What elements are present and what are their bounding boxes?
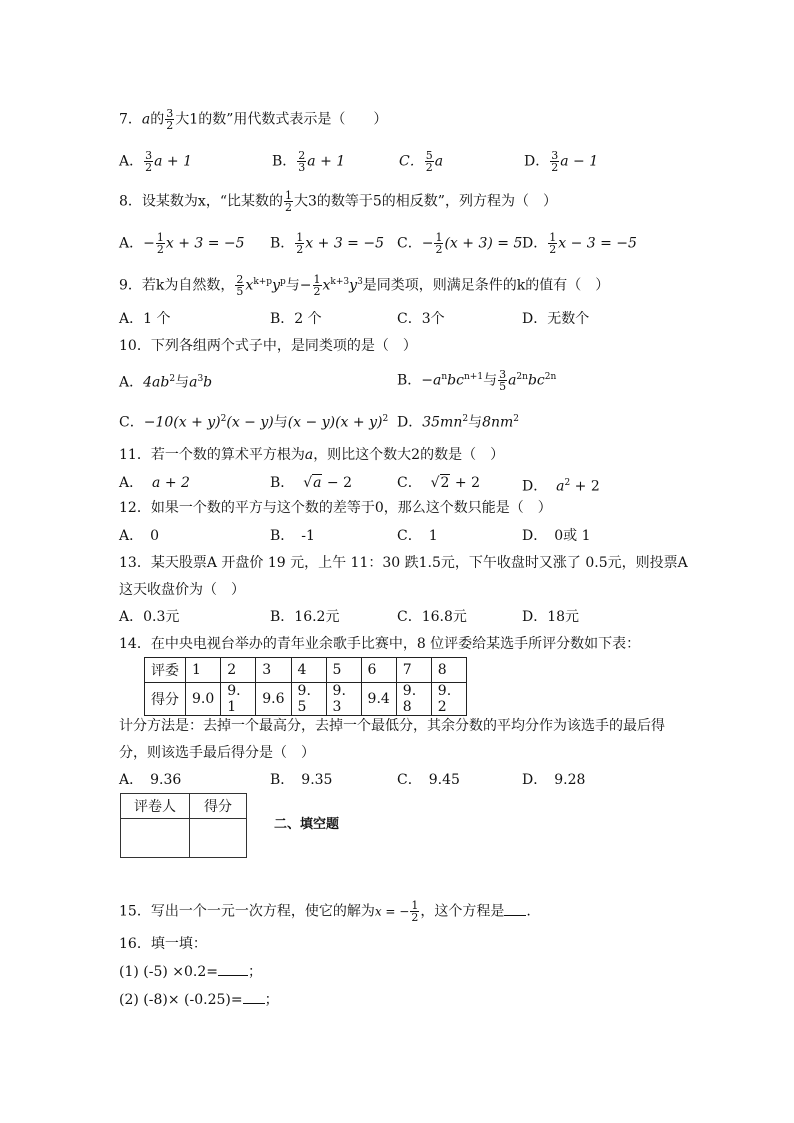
question-text: 在中央电视台举办的青年业余歌手比赛中，8 位评委给某选手所评分数如下表：: [150, 636, 641, 652]
option-a[interactable]: A．1 个: [119, 311, 171, 327]
question-text: 设某数为x，“比某数的: [141, 193, 283, 210]
option-d[interactable]: D．无数个: [522, 311, 590, 327]
option-b[interactable]: B． $\frac{2}{3}$ a + 1: [272, 149, 346, 174]
table-cell: 2: [221, 658, 256, 683]
question-14: [119, 635, 640, 653]
table-row: [145, 683, 467, 716]
option-c[interactable]: C．16.8元: [397, 609, 467, 625]
question-number: 11．: [119, 447, 151, 463]
answer-blank[interactable]: [218, 963, 248, 976]
question-number: 10．: [119, 338, 151, 354]
question-number: 15．: [119, 903, 151, 920]
question-number: 14．: [119, 636, 151, 652]
question-number: 9．: [119, 277, 142, 294]
answer-blank[interactable]: [243, 991, 265, 1004]
option-c[interactable]: C．3个: [397, 311, 445, 327]
question-text: ，则比这个数大2的数是（ ）: [313, 447, 505, 463]
option-d[interactable]: D． $\frac{3}{2}$ a − 1: [524, 149, 599, 174]
option-b[interactable]: B．16.2元: [270, 609, 340, 625]
table-cell: 9. 1: [221, 683, 256, 716]
option-a[interactable]: A． 9.36: [119, 772, 182, 788]
option-a[interactable]: A．0.3元: [119, 609, 180, 625]
table-cell: 8: [431, 658, 466, 683]
table-cell: 7: [396, 658, 431, 683]
table-header: 得分: [145, 683, 186, 716]
question-text: 填一填：: [150, 936, 207, 952]
table-cell: 9.0: [186, 683, 221, 716]
question-text: 若k为自然数，: [141, 277, 235, 294]
question-text: 若一个数的算术平方根为: [150, 447, 305, 463]
variable: a: [141, 111, 151, 128]
fraction: $\frac{3}{2}$: [166, 107, 174, 132]
question-number: 13．: [119, 555, 151, 571]
table-header: 评委: [145, 658, 186, 683]
grader-box: [120, 793, 247, 858]
table-cell: 9.4: [361, 683, 396, 716]
question-text: 写出一个一元一次方程，使它的解为: [150, 903, 375, 920]
question-13-line-2: 这天收盘价为（ ）: [119, 582, 245, 598]
option-c[interactable]: C．$-10(x + y)^2(x - y)$与$(x - y)(x + y)^2$: [119, 414, 389, 431]
question-text: 下列各组两个式子中，是同类项的是（ ）: [150, 338, 417, 354]
score-table: [144, 657, 467, 716]
option-b[interactable]: B． $\frac{1}{2}$ x + 3 = −5: [270, 231, 384, 256]
question-14-method-2: 分，则该选手最后得分是（ ）: [119, 745, 315, 761]
option-c[interactable]: C． 1: [397, 528, 438, 544]
grader-label: 评卷人: [121, 794, 190, 819]
option-a[interactable]: A．$4ab^2$与$a^3b$: [119, 374, 213, 391]
table-cell: 3: [256, 658, 291, 683]
table-cell: 4: [291, 658, 326, 683]
option-c[interactable]: C． $\frac{5}{2}$ a: [399, 149, 444, 174]
question-number: 7．: [119, 111, 142, 128]
question-13: [119, 554, 688, 572]
question-9: 9．若k为自然数， $\frac{2}{5}$ $x^{k+p}y^p$与− $\frac{1}{2}$ $x^{k+3}y^3$是同类项，则满足条件的k的值有（ ）: [119, 273, 610, 299]
answer-blank[interactable]: [504, 903, 526, 916]
table-cell: 5: [326, 658, 361, 683]
score-cell[interactable]: [190, 819, 247, 858]
grader-signature-cell[interactable]: [121, 819, 190, 858]
table-cell: 1: [186, 658, 221, 683]
option-c[interactable]: C．− $\frac{1}{2}$ (x + 3) = 5: [397, 231, 523, 256]
question-7: [119, 108, 387, 131]
option-d[interactable]: D． 9.28: [522, 772, 586, 788]
question-text: 如果一个数的平方与这个数的差等于0，那么这个数只能是（ ）: [150, 500, 552, 516]
option-b[interactable]: B．$-a^nbc^{n+1}$与 $\frac{3}{5}$ $a^{2n}bc^{2n}$: [397, 368, 557, 394]
question-text: ，这个方程是: [420, 903, 505, 920]
option-b[interactable]: B． -1: [270, 528, 315, 544]
option-d[interactable]: D． $a^2 + 2$: [522, 478, 600, 495]
question-number: 8．: [119, 193, 142, 210]
section-title: 二、填空题: [274, 817, 340, 832]
option-c[interactable]: C． 9.45: [397, 772, 460, 788]
table-cell: 6: [361, 658, 396, 683]
option-a[interactable]: A． $\frac{3}{2}$ a + 1: [119, 149, 193, 174]
table-cell: 9. 8: [396, 683, 431, 716]
question-11: 11．若一个数的算术平方根为a，则比这个数大2的数是（ ）: [119, 447, 505, 463]
question-text: 是同类项，则满足条件的k的值有（ ）: [362, 277, 610, 294]
option-b[interactable]: B． √a − 2: [270, 475, 353, 491]
option-a[interactable]: A．− $\frac{1}{2}$ x + 3 = −5: [119, 231, 245, 256]
question-text: 大1的数”用代数式表示是（ ）: [175, 111, 388, 128]
table-cell: 9. 3: [326, 683, 361, 716]
fraction: $\frac{1}{2}$: [284, 189, 292, 214]
question-16-part-1: (1) (-5) ×0.2= ；: [119, 964, 263, 980]
question-text: 某天股票A 开盘价 19 元，上午 11：30 跌1.5元，下午收盘时又涨了 0.5元，则投票A: [150, 555, 688, 571]
option-b[interactable]: B．2 个: [270, 311, 322, 327]
question-8: [119, 190, 557, 213]
question-number: 12．: [119, 500, 151, 516]
option-d[interactable]: D．18元: [522, 609, 580, 625]
table-cell: 9. 2: [431, 683, 466, 716]
table-row: [145, 658, 467, 683]
option-b[interactable]: B． 9.35: [270, 772, 333, 788]
question-number: 16．: [119, 936, 151, 952]
question-15: 15．写出一个一元一次方程，使它的解为x = − $\frac{1}{2}$ ，这个方程是 .: [119, 899, 531, 924]
score-label: 得分: [190, 794, 247, 819]
option-c[interactable]: C． √2 + 2: [397, 475, 481, 491]
option-a[interactable]: A． a + 2: [119, 475, 190, 491]
table-cell: 9. 5: [291, 683, 326, 716]
option-a[interactable]: A． 0: [119, 528, 160, 544]
option-d[interactable]: D． 0或 1: [522, 528, 591, 544]
option-d[interactable]: D．$35mn^2$与$8nm^2$: [397, 414, 520, 431]
option-d[interactable]: D． $\frac{1}{2}$ x − 3 = −5: [522, 231, 637, 256]
question-16: [119, 935, 207, 953]
table-cell: 9.6: [256, 683, 291, 716]
question-text: 的: [150, 111, 165, 128]
question-16-part-2: (2) (-8)× (-0.25)= ；: [119, 992, 279, 1008]
question-text: 大3的数等于5的相反数”，列方程为（ ）: [293, 193, 557, 210]
question-10: [119, 337, 417, 355]
question-12: [119, 499, 552, 517]
question-14-method: 计分方法是：去掉一个最高分，去掉一个最低分，其余分数的平均分作为该选手的最后得: [119, 718, 665, 734]
